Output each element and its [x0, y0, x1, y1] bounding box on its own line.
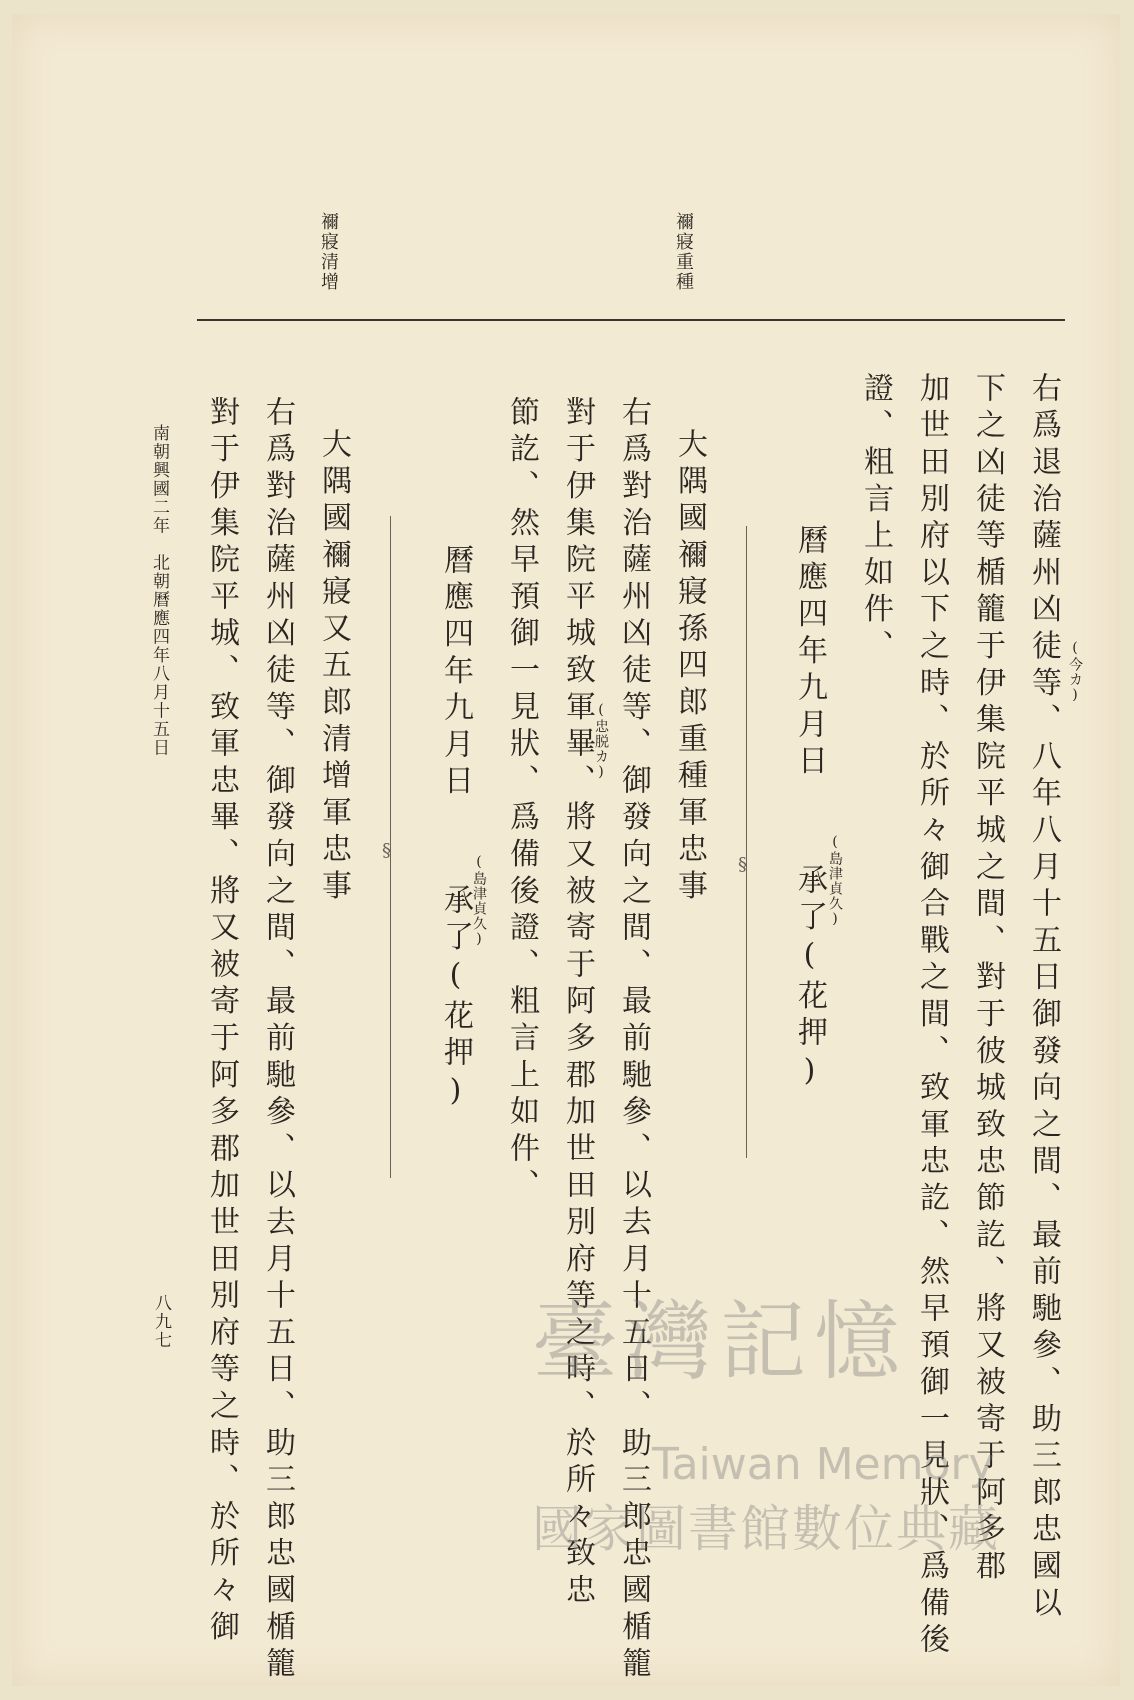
watermark-english: Taiwan Memory — [652, 1439, 995, 1490]
doc1-note-ima: (今カ) — [1067, 640, 1083, 704]
doc3-line-2: 對于伊集院平城、致軍忠畢、將又被寄于阿多郡加世田別府等之時、於所々御 — [204, 396, 239, 1648]
doc2-date: 曆應四年九月日 — [438, 544, 473, 802]
header-rule — [197, 319, 1065, 321]
separator-line-1 — [746, 526, 747, 1158]
doc1-line-3: 加世田別府以下之時、於所々御合戰之間、致軍忠訖、然早預御一見狀、爲備後 — [914, 372, 949, 1660]
doc1-signer-note: (島津貞久) — [827, 834, 843, 928]
doc1-line-4: 證、粗言上如件、 — [858, 372, 893, 667]
doc2-line-3: 節訖、然早預御一見狀、爲備後證、粗言上如件、 — [504, 396, 539, 1206]
separator-ornament-2: § — [382, 840, 391, 861]
running-header-left: 禰寢清增 — [318, 212, 339, 292]
doc2-line-1: 右爲對治薩州凶徒等、御發向之間、最前馳參、以去月十五日、助三郎忠國楯籠 — [616, 396, 651, 1684]
doc2-line-2: 對于伊集院平城致軍畢、將又被寄于阿多郡加世田別府等之時、於所々致忠 — [560, 396, 595, 1611]
doc2-note-chu: (忠脱カ) — [593, 702, 609, 781]
book-page — [12, 14, 1120, 1686]
doc2-signature: 承了(花押) — [438, 884, 473, 1115]
doc1-date: 曆應四年九月日 — [792, 524, 827, 782]
doc2-title: 大隅國禰寢孫四郎重種軍忠事 — [672, 428, 707, 907]
doc1-line-1: 右爲退治薩州凶徒等、八年八月十五日御發向之間、最前馳參、助三郎忠國以 — [1026, 372, 1061, 1624]
doc2-signer-note: (島津貞久) — [471, 854, 487, 948]
page-number: 八九七 — [151, 1294, 171, 1350]
doc3-title: 大隅國禰寢又五郎清增軍忠事 — [316, 428, 351, 907]
running-header-right: 禰寢重種 — [673, 212, 694, 292]
doc3-line-1: 右爲對治薩州凶徒等、御發向之間、最前馳參、以去月十五日、助三郎忠國楯籠 — [260, 396, 295, 1684]
watermark-logo: 臺灣記憶 — [532, 1292, 908, 1392]
doc1-line-2: 下之凶徒等楯籠于伊集院平城之間、對于彼城致忠節訖、將又被寄于阿多郡 — [970, 372, 1005, 1587]
doc1-signature: 承了(花押) — [792, 864, 827, 1095]
footer-era: 南朝興國二年 北朝曆應四年八月十五日 — [149, 424, 169, 757]
separator-ornament-1: § — [738, 854, 747, 875]
watermark-library: 國家圖書館數位典藏 — [532, 1500, 1000, 1558]
